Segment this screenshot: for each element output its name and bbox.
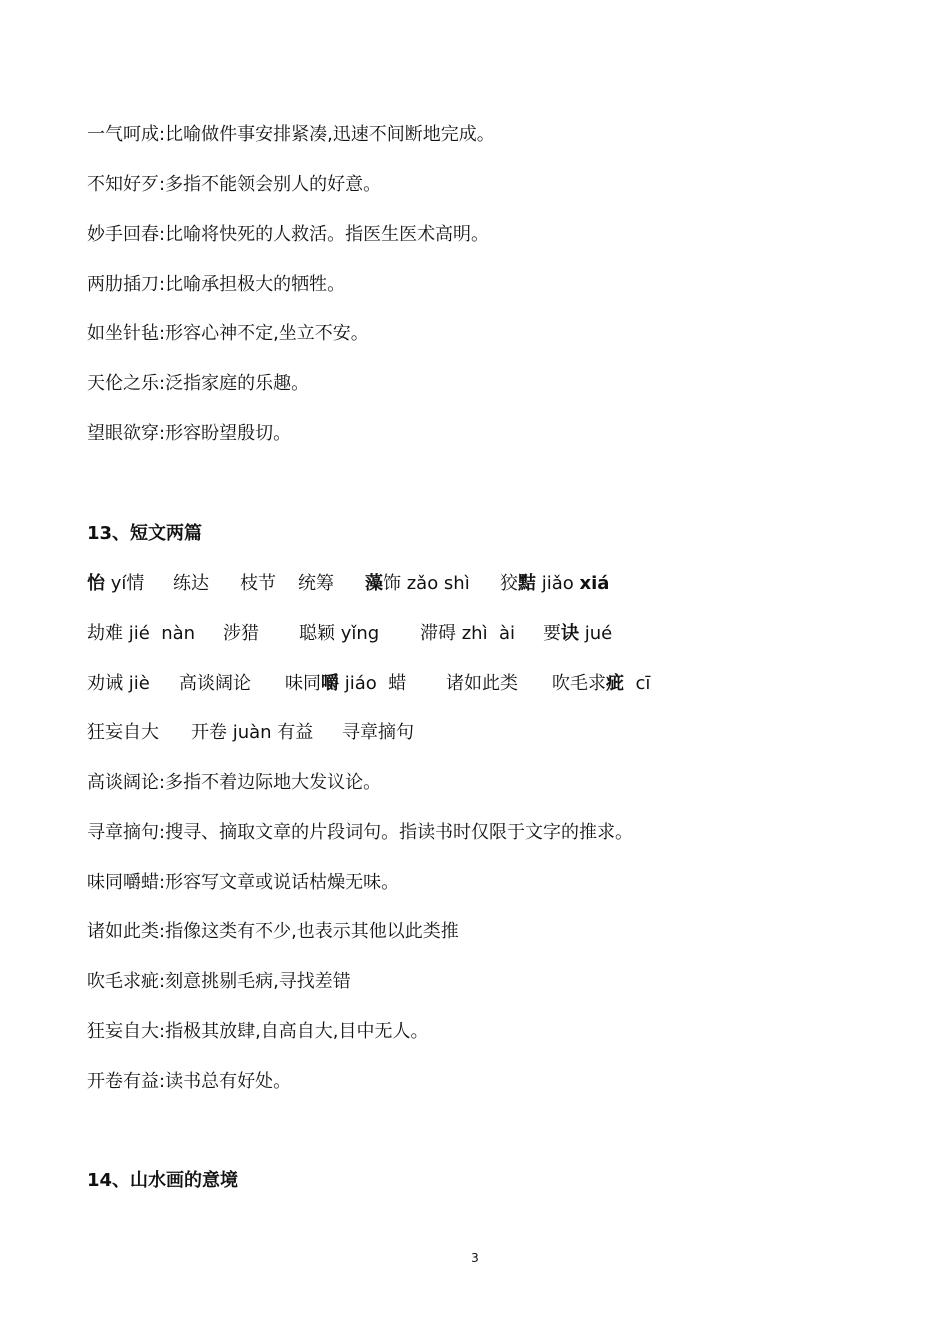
definition-line: 狂妄自大:指极其放肆,自高自大,目中无人。 — [87, 1021, 429, 1042]
definition-line: 一气呵成:比喻做件事安排紧凑,迅速不间断地完成。 — [87, 124, 495, 145]
vocab-item: 劝诫 jiè — [87, 673, 150, 694]
vocab-row — [87, 623, 613, 645]
vocab-item: 开卷 juàn 有益 — [191, 722, 314, 743]
vocab-item: 味同嚼 jiáo 蜡 — [285, 673, 407, 694]
definition-line: 吹毛求疵:刻意挑剔毛病,寻找差错 — [87, 971, 351, 992]
vocab-item: 怡 yí情 — [87, 573, 145, 594]
vocab-item: 诸如此类 — [446, 673, 518, 694]
vocab-item: 要诀 jué — [543, 623, 613, 644]
vocab-item: 藻饰 zǎo shì — [365, 573, 470, 594]
definition-line: 妙手回春:比喻将快死的人救活。指医生医术高明。 — [87, 224, 490, 245]
vocab-row — [87, 673, 651, 695]
vocab-row — [87, 722, 414, 744]
vocab-item: 滞碍 zhì ài — [420, 623, 516, 644]
definition-line: 诸如此类:指像这类有不少,也表示其他以此类推 — [87, 921, 459, 942]
vocab-item: 寻章摘句 — [342, 722, 414, 743]
vocab-item: 高谈阔论 — [179, 673, 251, 694]
definition-line: 寻章摘句:搜寻、摘取文章的片段词句。指读书时仅限于文字的推求。 — [87, 822, 634, 843]
definition-line: 两肋插刀:比喻承担极大的牺牲。 — [87, 274, 346, 295]
vocab-item: 吹毛求疵 cī — [552, 673, 651, 694]
definition-line: 如坐针毡:形容心神不定,坐立不安。 — [87, 323, 369, 344]
definition-line: 开卷有益:读书总有好处。 — [87, 1071, 292, 1092]
vocab-item: 枝节 — [240, 573, 276, 594]
vocab-row — [87, 573, 610, 595]
section-heading: 14、山水画的意境 — [87, 1170, 239, 1191]
page-number: 3 — [471, 1251, 479, 1265]
vocab-item: 劫难 jié nàn — [87, 623, 196, 644]
definition-line: 不知好歹:多指不能领会别人的好意。 — [87, 174, 382, 195]
definition-line: 望眼欲穿:形容盼望殷切。 — [87, 423, 292, 444]
vocab-item: 统筹 — [298, 573, 334, 594]
definition-line: 高谈阔论:多指不着边际地大发议论。 — [87, 772, 382, 793]
vocab-item: 狂妄自大 — [87, 722, 159, 743]
definition-line: 味同嚼蜡:形容写文章或说话枯燥无味。 — [87, 872, 400, 893]
vocab-item: 练达 — [173, 573, 209, 594]
definition-line: 天伦之乐:泛指家庭的乐趣。 — [87, 373, 310, 394]
vocab-item: 涉猎 — [223, 623, 259, 644]
vocab-item: 狡黠 jiǎo xiá — [500, 573, 610, 594]
vocab-item: 聪颖 yǐng — [299, 623, 380, 644]
section-heading: 13、短文两篇 — [87, 523, 203, 544]
